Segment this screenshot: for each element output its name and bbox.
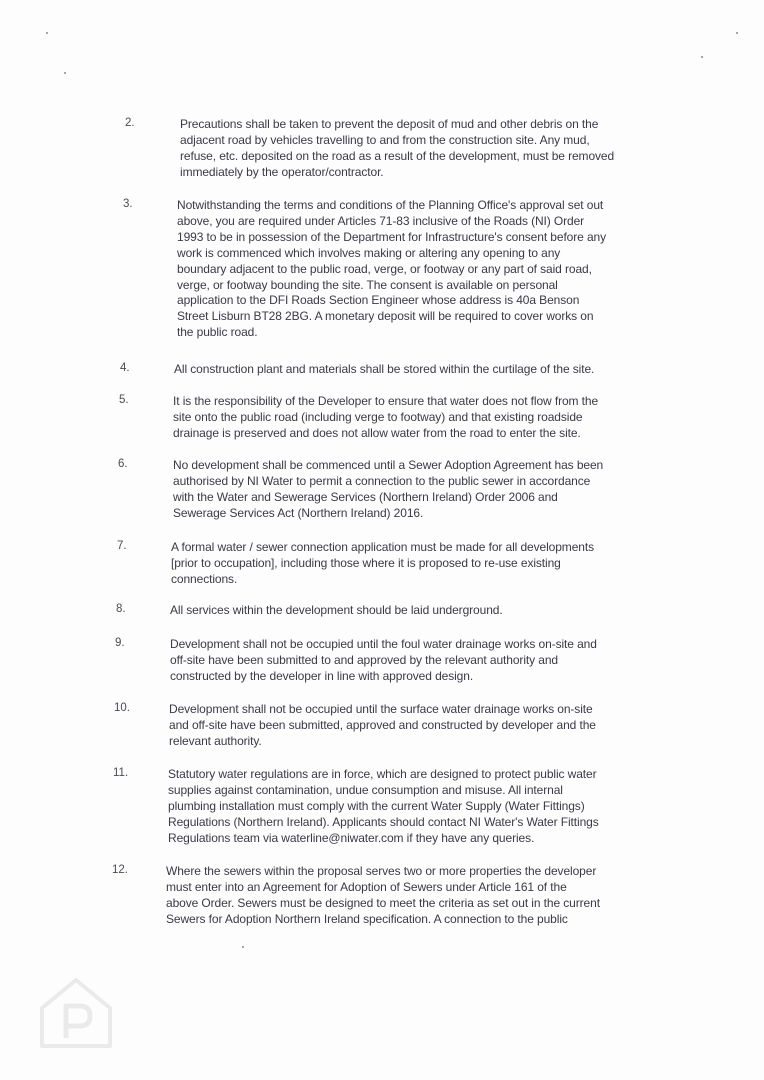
text-line: All construction plant and materials shall be stored within the curtilage of the site.: [174, 362, 595, 376]
scan-speck: [736, 32, 738, 34]
text-line: verge, or footway bounding the site. The consent is available on personal: [177, 277, 558, 292]
condition-text: [171, 540, 594, 588]
condition-number: 2.: [125, 117, 135, 129]
text-line: and off-site have been submitted, approved and constructed by developer and the: [169, 717, 596, 732]
text-line: supplies against contamination, undue consumption and misuse. All internal: [168, 782, 563, 797]
text-line: Statutory water regulations are in force, which are designed to protect public water: [168, 767, 597, 781]
text-line: immediately by the operator/contractor.: [180, 164, 384, 179]
condition-text: [180, 117, 614, 181]
condition-number: 12.: [112, 864, 128, 876]
scan-speck: [701, 56, 703, 58]
text-line: the public road.: [177, 325, 258, 340]
text-line: Sewers for Adoption Northern Ireland specification. A connection to the public: [166, 911, 568, 926]
text-line: constructed by the developer in line with approved design.: [170, 668, 474, 683]
text-line: above Order. Sewers must be designed to meet the criteria as set out in the current: [166, 895, 600, 910]
condition-number: 5.: [119, 394, 129, 406]
text-line: Development shall not be occupied until the foul water drainage works on-site and: [170, 637, 597, 651]
text-line: Regulations team via waterline@niwater.com if they have any queries.: [168, 830, 535, 845]
condition-text: [170, 637, 597, 685]
text-line: adjacent road by vehicles travelling to and from the construction site. Any mud,: [180, 132, 590, 147]
text-line: Precautions shall be taken to prevent the deposit of mud and other debris on the: [180, 117, 599, 131]
condition-text: [166, 864, 600, 928]
text-line: 1993 to be in possession of the Department for Infrastructure's consent before any: [177, 229, 607, 244]
text-line: connections.: [171, 571, 238, 586]
condition-number: 4.: [120, 362, 130, 374]
condition-text: [168, 767, 599, 847]
condition-text: [173, 458, 603, 522]
text-line: work is commenced which involves making or altering any opening to any: [177, 245, 561, 260]
scan-speck: [64, 72, 66, 74]
text-line: refuse, etc. deposited on the road as a result of the development, must be removed: [180, 148, 615, 163]
condition-number: 8.: [116, 603, 126, 615]
text-line: drainage is preserved and does not allow water from the road to enter the site.: [173, 425, 581, 440]
text-line: No development shall be commenced until a Sewer Adoption Agreement has been: [173, 458, 604, 472]
condition-number: 3.: [123, 198, 133, 210]
house-p-logo-icon: [36, 972, 116, 1052]
condition-number: 10.: [114, 702, 130, 714]
condition-number: 9.: [115, 637, 125, 649]
text-line: off-site have been submitted to and approved by the relevant authority and: [170, 652, 558, 667]
text-line: boundary adjacent to the public road, verge, or footway or any part of said road,: [177, 261, 592, 276]
condition-text: [177, 198, 606, 341]
house-p-logo-icon: [36, 972, 116, 1052]
text-line: Notwithstanding the terms and conditions of the Planning Office's approval set out: [177, 198, 604, 212]
text-line: authorised by NI Water to permit a connection to the public sewer in accordance: [173, 473, 591, 488]
text-line: with the Water and Sewerage Services (Northern Ireland) Order 2006 and: [173, 489, 558, 504]
text-line: Sewerage Services Act (Northern Ireland) 2016.: [173, 505, 424, 520]
text-line: [prior to occupation], including those where it is proposed to re-use existing: [171, 555, 561, 570]
text-line: above, you are required under Articles 71-83 inclusive of the Roads (NI) Order: [177, 213, 585, 228]
text-line: site onto the public road (including verge to footway) and that existing roadside: [173, 409, 583, 424]
text-line: plumbing installation must comply with the current Water Supply (Water Fittings): [168, 798, 585, 813]
scan-speck: [46, 32, 48, 34]
text-line: A formal water / sewer connection application must be made for all developments: [171, 540, 594, 554]
condition-text: [174, 362, 594, 378]
condition-number: 6.: [118, 458, 128, 470]
text-line: Regulations (Northern Ireland). Applicants should contact NI Water's Water Fittings: [168, 814, 599, 829]
text-line: It is the responsibility of the Developer to ensure that water does not flow from the: [173, 394, 599, 408]
scan-speck: [242, 946, 244, 948]
text-line: application to the DFI Roads Section Engineer whose address is 40a Benson: [177, 293, 580, 308]
text-line: Where the sewers within the proposal serves two or more properties the developer: [166, 864, 597, 878]
condition-text: [173, 394, 598, 442]
text-line: All services within the development should be laid underground.: [170, 603, 503, 617]
condition-text: [169, 702, 596, 750]
condition-number: 11.: [113, 767, 129, 779]
text-line: relevant authority.: [169, 733, 262, 748]
condition-number: 7.: [117, 540, 127, 552]
condition-text: [170, 603, 503, 619]
text-line: must enter into an Agreement for Adoption of Sewers under Article 161 of the: [166, 879, 567, 894]
text-line: Street Lisburn BT28 2BG. A monetary deposit will be required to cover works on: [177, 309, 594, 324]
text-line: Development shall not be occupied until the surface water drainage works on-site: [169, 702, 593, 716]
